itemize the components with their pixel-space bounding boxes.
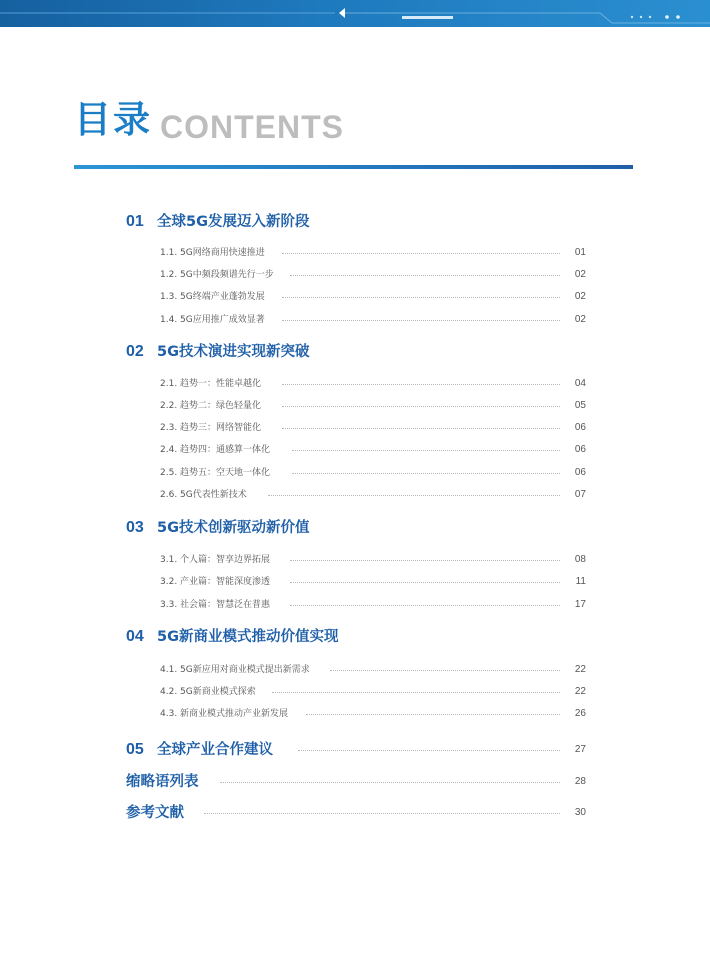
leader-dots bbox=[298, 750, 560, 751]
toc-item-label: 3.2. 产业篇：智能深度渗透 bbox=[160, 577, 271, 587]
leader-dots bbox=[282, 428, 560, 429]
toc-item[interactable] bbox=[0, 310, 710, 330]
toc-section-04[interactable] bbox=[0, 627, 710, 647]
appendix-page: 30 bbox=[574, 807, 586, 818]
appendix-title: 缩略语列表 bbox=[126, 774, 199, 790]
section-page: 27 bbox=[574, 744, 586, 755]
section-title: 全球5G发展迈入新阶段 bbox=[157, 214, 310, 230]
header-decoration bbox=[0, 0, 710, 27]
toc-item[interactable] bbox=[0, 243, 710, 263]
section-number: 02 bbox=[126, 343, 144, 360]
dots-pattern bbox=[402, 16, 453, 19]
toc-item-page: 06 bbox=[574, 422, 586, 433]
leader-dots bbox=[290, 582, 560, 583]
toc-title-zh: 目录 bbox=[74, 98, 152, 141]
toc-item[interactable] bbox=[0, 265, 710, 285]
leader-dots bbox=[290, 605, 560, 606]
appendix-title: 参考文献 bbox=[126, 805, 184, 821]
title-divider bbox=[74, 165, 633, 169]
toc-section-02[interactable] bbox=[0, 342, 710, 362]
toc-appendix-references[interactable] bbox=[0, 803, 710, 823]
toc-item-label: 2.4. 趋势四：通感算一体化 bbox=[160, 445, 271, 455]
leader-dots bbox=[282, 297, 560, 298]
appendix-page: 28 bbox=[574, 776, 586, 787]
toc-item-page: 02 bbox=[574, 314, 586, 325]
section-number: 05 bbox=[126, 741, 144, 758]
section-title: 5G新商业模式推动价值实现 bbox=[157, 629, 339, 645]
section-number: 01 bbox=[126, 213, 144, 230]
leader-dots bbox=[290, 560, 560, 561]
toc-item-label: 4.3. 新商业模式推动产业新发展 bbox=[160, 709, 289, 719]
leader-dots bbox=[220, 782, 560, 783]
toc-item-label: 2.1. 趋势一：性能卓越化 bbox=[160, 379, 262, 389]
toc-item-page: 08 bbox=[574, 554, 586, 565]
toc-item-label: 2.2. 趋势二：绿色轻量化 bbox=[160, 401, 262, 411]
toc-item-page: 06 bbox=[574, 467, 586, 478]
leader-dots bbox=[292, 450, 560, 451]
toc-item-page: 07 bbox=[574, 489, 586, 500]
leader-dots bbox=[282, 406, 560, 407]
toc-item-label: 3.3. 社会篇：智慧泛在普惠 bbox=[160, 600, 271, 610]
leader-dots bbox=[282, 253, 560, 254]
leader-dots bbox=[306, 714, 560, 715]
toc-section-05[interactable] bbox=[0, 740, 710, 760]
toc-item-label: 2.6. 5G代表性新技术 bbox=[160, 490, 247, 500]
section-title: 5G技术演进实现新突破 bbox=[157, 344, 310, 360]
toc-appendix-abbreviations[interactable] bbox=[0, 772, 710, 792]
toc-item[interactable] bbox=[0, 572, 710, 592]
section-number: 03 bbox=[126, 519, 144, 536]
section-number: 04 bbox=[126, 628, 144, 645]
leader-dots bbox=[272, 692, 560, 693]
toc-item-label: 4.2. 5G新商业模式探索 bbox=[160, 687, 256, 697]
toc-item[interactable] bbox=[0, 463, 710, 483]
toc-item-page: 02 bbox=[574, 269, 586, 280]
toc-item-page: 01 bbox=[574, 247, 586, 258]
toc-item[interactable] bbox=[0, 374, 710, 394]
toc-item-page: 05 bbox=[574, 400, 586, 411]
section-title: 全球产业合作建议 bbox=[157, 742, 273, 758]
toc-item[interactable] bbox=[0, 418, 710, 438]
toc-item[interactable] bbox=[0, 485, 710, 505]
toc-item-page: 06 bbox=[574, 444, 586, 455]
toc-item-page: 22 bbox=[574, 664, 586, 675]
leader-dots bbox=[282, 384, 560, 385]
toc-item-label: 1.1. 5G网络商用快速推进 bbox=[160, 248, 265, 258]
toc-item-page: 02 bbox=[574, 291, 586, 302]
toc-item[interactable] bbox=[0, 595, 710, 615]
toc-item-label: 2.5. 趋势五：空天地一体化 bbox=[160, 468, 271, 478]
toc-item-label: 2.3. 趋势三：网络智能化 bbox=[160, 423, 262, 433]
toc-item-page: 04 bbox=[574, 378, 586, 389]
toc-item-page: 17 bbox=[574, 599, 586, 610]
toc-item-label: 1.3. 5G终端产业蓬勃发展 bbox=[160, 292, 265, 302]
toc-item-label: 1.2. 5G中频段频谱先行一步 bbox=[160, 270, 274, 280]
toc-item[interactable] bbox=[0, 396, 710, 416]
toc-item[interactable] bbox=[0, 704, 710, 724]
arrow-icon bbox=[339, 8, 345, 18]
toc-item-label: 1.4. 5G应用推广成效显著 bbox=[160, 315, 265, 325]
toc-title-en: CONTENTS bbox=[160, 109, 344, 145]
leader-dots bbox=[330, 670, 560, 671]
leader-dots bbox=[290, 275, 560, 276]
leader-dots bbox=[292, 473, 560, 474]
leader-dots bbox=[204, 813, 560, 814]
toc-item-page: 26 bbox=[574, 708, 586, 719]
toc-section-01[interactable] bbox=[0, 212, 710, 232]
section-title: 5G技术创新驱动新价值 bbox=[157, 520, 310, 536]
toc-item[interactable] bbox=[0, 440, 710, 460]
toc-item-page: 11 bbox=[575, 576, 586, 587]
toc-item[interactable] bbox=[0, 682, 710, 702]
header-banner bbox=[0, 0, 710, 27]
toc-item-label: 3.1. 个人篇：智享边界拓展 bbox=[160, 555, 271, 565]
toc-item-label: 4.1. 5G新应用对商业模式提出新需求 bbox=[160, 665, 310, 675]
leader-dots bbox=[268, 495, 560, 496]
toc-section-03[interactable] bbox=[0, 518, 710, 538]
toc-item[interactable] bbox=[0, 287, 710, 307]
leader-dots bbox=[282, 320, 560, 321]
toc-item-page: 22 bbox=[574, 686, 586, 697]
toc-item[interactable] bbox=[0, 660, 710, 680]
toc-item[interactable] bbox=[0, 550, 710, 570]
